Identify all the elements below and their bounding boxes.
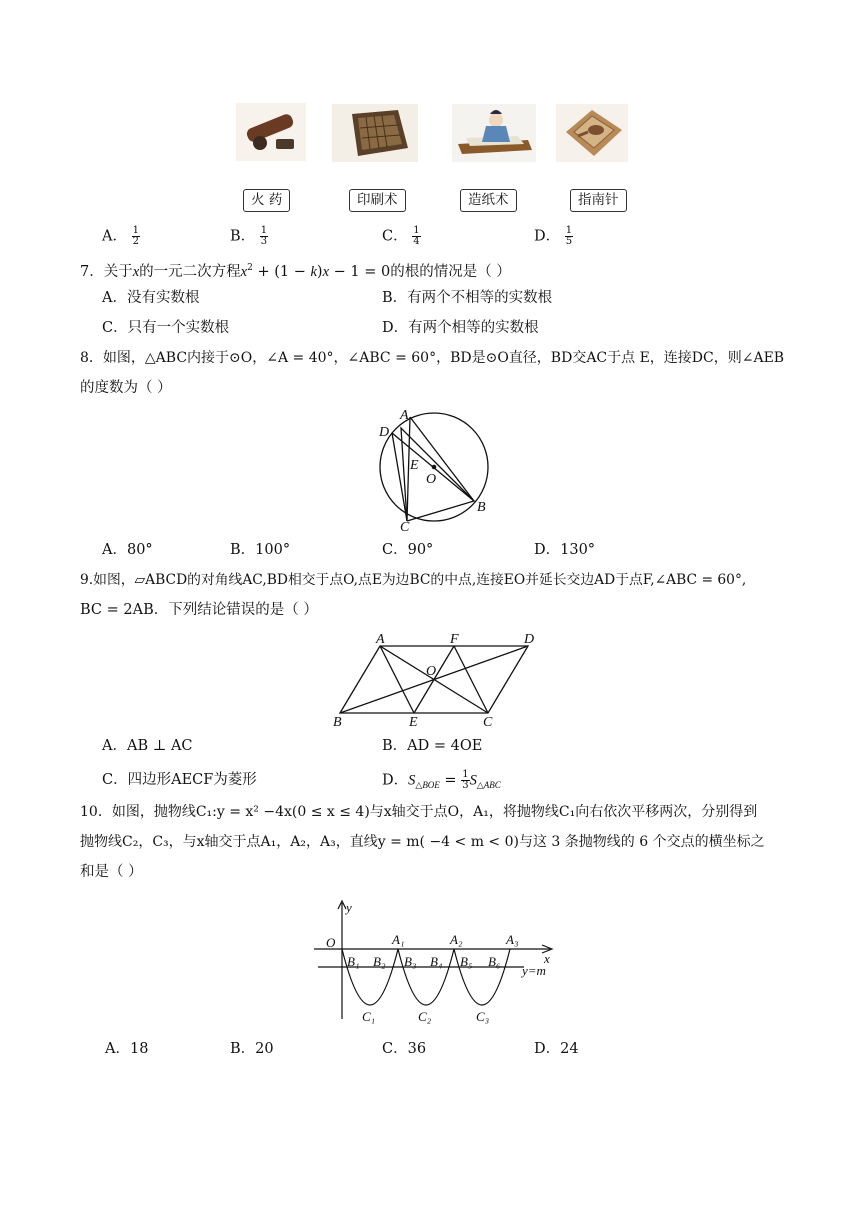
equation: x — [240, 263, 248, 280]
q9-stem-line2: BC = 2AB．下列结论错误的是（ ） — [80, 602, 318, 618]
q8-option-a[interactable]: A．80° — [102, 542, 153, 558]
q8-option-c[interactable]: C．90° — [382, 542, 434, 558]
q6-option-c[interactable]: C． $\frac{1}{4}$ — [382, 225, 420, 247]
cannon-image — [236, 103, 306, 161]
q10-option-c[interactable]: C．36 — [382, 1041, 427, 1057]
point-o: O — [426, 472, 437, 487]
point-c: C — [483, 715, 493, 730]
point-a1: A₁ — [392, 932, 405, 947]
point-b2: B₂ — [373, 954, 386, 969]
q9-option-d[interactable]: D．$S_{\triangle BOE}$ = $\frac{1}{3}$ $S_{\triangle ABC}$ — [382, 769, 501, 792]
q7-option-a[interactable]: A．没有实数根 — [102, 290, 200, 306]
q9-option-c[interactable]: C．四边形AECF为菱形 — [102, 772, 257, 788]
point-a3: A₃ — [506, 932, 519, 947]
label-printing: 印刷术 — [349, 189, 406, 212]
point-c: C — [400, 520, 410, 533]
q9-option-a[interactable]: A．AB ⊥ AC — [102, 738, 193, 754]
q6-option-a[interactable]: A． $\frac{1}{2}$ — [102, 225, 139, 247]
q6-option-b[interactable]: B． $\frac{1}{3}$ — [230, 225, 268, 247]
label-papermaking: 造纸术 — [460, 189, 517, 212]
point-f: F — [450, 632, 459, 647]
q10-stem-line3: 和是（ ） — [80, 864, 143, 880]
q10-option-b[interactable]: B．20 — [230, 1041, 274, 1057]
point-b: B — [477, 500, 486, 515]
q10-stem-line1: 10．如图，抛物线C₁:y = x² −4x(0 ≤ x ≤ 4)与x轴交于点O，A₁，将抛物线C₁向右依次平移两次，分别得到 — [80, 804, 758, 820]
fraction: $\frac{1}{3}$ — [462, 769, 469, 791]
printing-image — [332, 104, 418, 162]
line-ym-label: y=m — [522, 963, 546, 978]
q7-option-c[interactable]: C．只有一个实数根 — [102, 320, 230, 336]
papermaking-image — [452, 104, 536, 162]
q9-parallelogram-figure — [330, 628, 540, 732]
point-b: B — [333, 715, 342, 730]
q8-stem-line1: 8．如图，△ABC内接于⊙O，∠A = 40°，∠ABC = 60°，BD是⊙O直径，BD交AC于点 E，连接DC，则∠AEB — [80, 350, 785, 366]
q10-option-d[interactable]: D．24 — [534, 1041, 579, 1057]
point-b1: B₁ — [347, 954, 360, 969]
q7-option-d[interactable]: D．有两个相等的实数根 — [382, 320, 539, 336]
q8-option-d[interactable]: D．130° — [534, 542, 596, 558]
parabola-c1-label: C₁ — [362, 1009, 376, 1024]
point-d: D — [379, 425, 390, 440]
point-d: D — [524, 632, 535, 647]
point-o: O — [426, 664, 437, 679]
var-x: x — [132, 263, 140, 280]
point-b3: B₃ — [404, 954, 417, 969]
parabola-c2-label: C₂ — [418, 1009, 432, 1024]
q10-parabola-figure — [310, 895, 560, 1027]
axis-y-label: y — [346, 900, 352, 915]
q8-circle-figure — [370, 403, 500, 533]
point-e: E — [409, 715, 418, 730]
point-b4: B₄ — [430, 954, 443, 969]
fraction: $\frac{1}{5}$ — [565, 225, 573, 247]
q10-option-a[interactable]: A．18 — [105, 1041, 149, 1057]
point-a: A — [376, 632, 385, 647]
q8-option-b[interactable]: B．100° — [230, 542, 291, 558]
point-a: A — [400, 408, 409, 423]
fraction: $\frac{1}{2}$ — [132, 225, 139, 247]
q7-stem: 7．关于x的一元二次方程$x^2 + (1 - k)x - 1 = 0$的根的情况是（ ） — [80, 263, 511, 280]
q10-stem-line2: 抛物线C₂，C₃，与x轴交于点A₁，A₂，A₃，直线y = m( −4 < m < 0)与这 3 条抛物线的 6 个交点的横坐标之 — [80, 834, 765, 850]
q9-stem-line1: 9.如图，▱ABCD的对角线AC,BD相交于点O,点E为边BC的中点,连接EO并延长交边AD于点F,∠ABC = 60°, — [80, 572, 747, 588]
fraction: $\frac{1}{4}$ — [413, 225, 420, 247]
label-gunpowder: 火 药 — [243, 189, 290, 212]
origin-label: O — [326, 935, 336, 950]
point-e: E — [410, 458, 419, 473]
q8-stem-line2: 的度数为（ ） — [80, 380, 172, 396]
fraction: $\frac{1}{3}$ — [260, 225, 268, 247]
q6-option-d[interactable]: D． $\frac{1}{5}$ — [534, 225, 573, 247]
point-b5: B₅ — [460, 954, 473, 969]
q9-option-b[interactable]: B．AD = 4OE — [382, 738, 483, 754]
compass-image — [556, 104, 628, 162]
parabola-c3-label: C₃ — [476, 1009, 490, 1024]
q7-option-b[interactable]: B．有两个不相等的实数根 — [382, 290, 553, 306]
label-compass: 指南针 — [570, 189, 627, 212]
point-a2: A₂ — [450, 932, 463, 947]
point-b6: B₆ — [488, 954, 501, 969]
axis-x-label: x — [544, 951, 550, 966]
